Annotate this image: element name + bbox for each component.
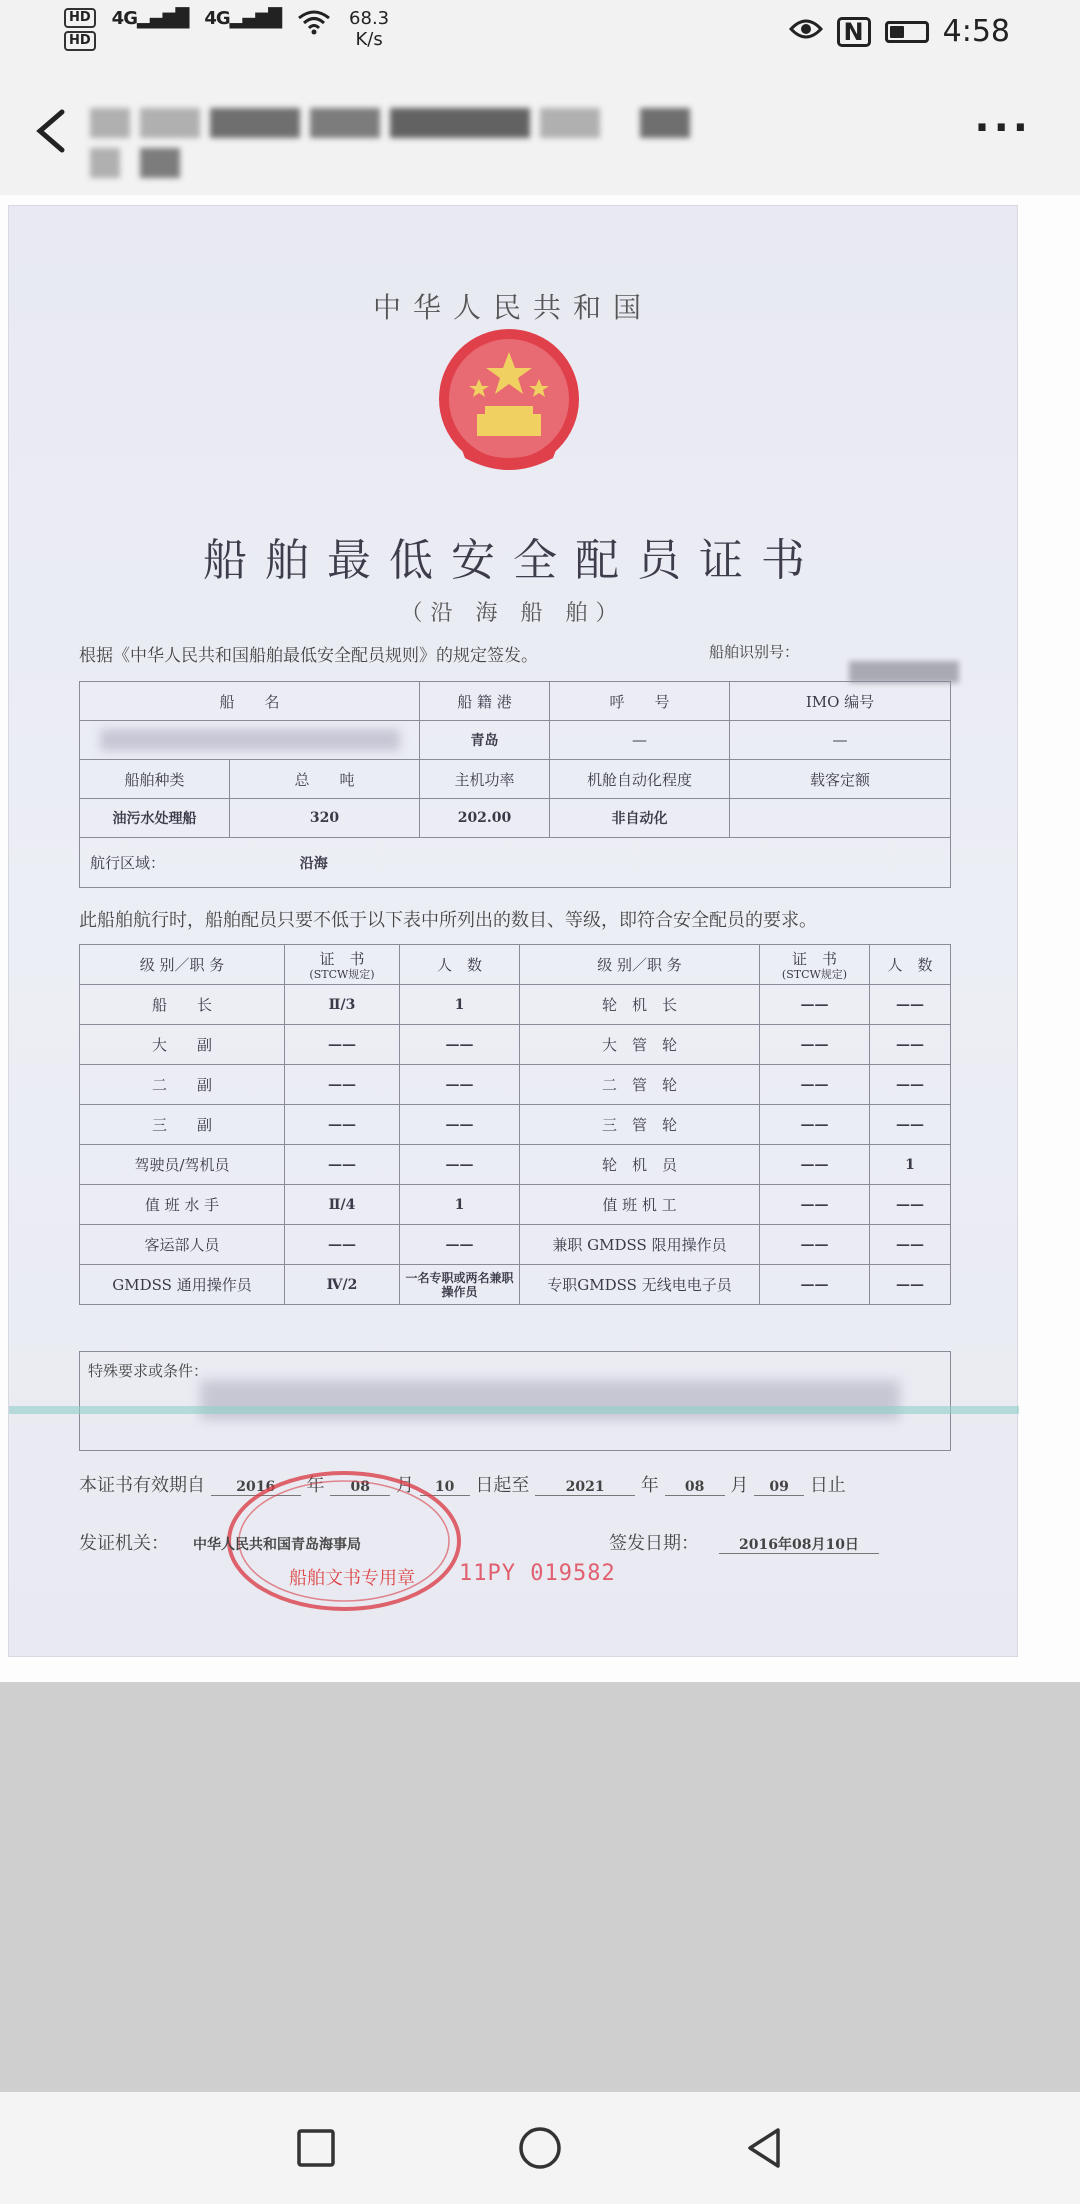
crew-cell-cert-2: —— (760, 1105, 870, 1145)
crew-row (80, 1025, 951, 1065)
crew-cell-cert: Ⅳ/2 (285, 1265, 400, 1305)
triangle-back-icon (738, 2122, 790, 2174)
state-name: 中华人民共和国 (372, 291, 653, 324)
crew-cell-cert-2: —— (760, 1185, 870, 1225)
engine-power-value: 202.00 (420, 799, 550, 838)
crew-row (80, 1225, 951, 1265)
blurred-title (80, 108, 720, 188)
cert-header-2 (760, 945, 870, 985)
status-right (789, 14, 1010, 49)
sailing-area-row (80, 838, 951, 888)
month-label-2: 月 (730, 1475, 749, 1496)
cert-header-label: 证 书 (319, 950, 365, 968)
month-label-1: 月 (395, 1475, 414, 1496)
rank-header: 级 别／职 务 (80, 945, 285, 985)
ship-name-value (80, 721, 420, 760)
speed-value: 68.3 (349, 8, 390, 29)
callsign-value: — (550, 721, 730, 760)
serial-number: 11PY 019582 (459, 1561, 616, 1586)
crew-cell-count-2: —— (870, 1105, 951, 1145)
start-month: 08 (330, 1479, 390, 1496)
network-speed (349, 8, 389, 50)
crew-row (80, 1185, 951, 1225)
crew-cell-cert-2: —— (760, 1265, 870, 1305)
system-nav-bar (0, 2092, 1080, 2204)
start-year: 2016 (211, 1479, 301, 1496)
crew-cell-count: 1 (400, 985, 520, 1025)
ship-name-header: 船 名 (80, 682, 420, 721)
crew-cell-rank-2: 专职GMDSS 无线电电子员 (520, 1265, 760, 1305)
crew-cell-cert: Ⅱ/4 (285, 1185, 400, 1225)
crew-row (80, 1265, 951, 1305)
crew-cell-count: —— (400, 1025, 520, 1065)
signal-label-1: 4G (111, 8, 137, 29)
crew-cell-rank: 客运部人员 (80, 1225, 285, 1265)
automation-value: 非自动化 (550, 799, 730, 838)
issuer-label: 发证机关： (79, 1533, 169, 1554)
crew-cell-rank: 驾驶员/驾机员 (80, 1145, 285, 1185)
cert-header (285, 945, 400, 985)
crew-cell-rank-2: 轮 机 员 (520, 1145, 760, 1185)
crew-row (80, 1145, 951, 1185)
basis-text: 根据《中华人民共和国船舶最低安全配员规则》的规定签发。 (79, 646, 538, 666)
rank-header-2: 级 别／职 务 (520, 945, 760, 985)
hd-badge-1: HD (64, 8, 96, 28)
start-day: 10 (420, 1479, 470, 1496)
crew-cell-rank-2: 值 班 机 工 (520, 1185, 760, 1225)
crew-cell-cert: —— (285, 1145, 400, 1185)
crew-cell-count-2: —— (870, 1065, 951, 1105)
back-nav-button[interactable] (738, 2122, 790, 2174)
end-year: 2021 (535, 1479, 635, 1496)
crew-cell-count: 1 (400, 1185, 520, 1225)
circle-icon (514, 2122, 566, 2174)
port-value: 青岛 (420, 721, 550, 760)
blurred-special-text (200, 1380, 900, 1420)
signal-icon-2: 4G▂▄▆█ (204, 8, 282, 29)
crew-cell-count: 一名专职或两名兼职操作员 (400, 1265, 520, 1305)
year-label-1: 年 (306, 1475, 325, 1496)
certificate-subtitle: （沿 海 船 舶） (400, 601, 626, 626)
crew-cell-count: —— (400, 1105, 520, 1145)
crew-cell-cert-2: —— (760, 1065, 870, 1105)
crew-cell-count: —— (400, 1065, 520, 1105)
crew-requirement-text: 此船舶航行时，船舶配员只要不低于以下表中所列出的数目、等级，即符合安全配员的要求。 (79, 910, 817, 931)
year-label-2: 年 (640, 1475, 659, 1496)
signal-icon-1: 4G▂▄▆█ (111, 8, 189, 29)
crew-cell-rank: 大 副 (80, 1025, 285, 1065)
issue-date-value: 2016年08月10日 (719, 1537, 879, 1554)
engine-power-header: 主机功率 (420, 760, 550, 799)
crew-cell-cert: Ⅱ/3 (285, 985, 400, 1025)
back-button[interactable] (32, 106, 72, 156)
special-requirements-box (79, 1351, 951, 1451)
callsign-header: 呼 号 (550, 682, 730, 721)
crew-cell-rank: GMDSS 通用操作员 (80, 1265, 285, 1305)
sailing-area-value: 沿海 (299, 856, 328, 872)
clock: 4:58 (942, 14, 1010, 49)
crew-cell-cert: —— (285, 1225, 400, 1265)
validity-line (79, 1471, 959, 1497)
crew-cell-count-2: —— (870, 1265, 951, 1305)
issue-date-label: 签发日期： (609, 1533, 699, 1554)
status-bar (0, 0, 1080, 68)
scan-artifact-line (9, 1406, 1019, 1414)
end-month: 08 (665, 1479, 725, 1496)
validity-mid: 日起至 (475, 1475, 530, 1496)
empty-viewer-area (0, 1682, 1080, 2092)
passenger-value (730, 799, 951, 838)
crew-cell-count: —— (400, 1225, 520, 1265)
ship-type-header: 船舶种类 (80, 760, 230, 799)
crew-cell-count-2: —— (870, 1185, 951, 1225)
crew-cell-count-2: —— (870, 1025, 951, 1065)
count-header-2: 人 数 (870, 945, 951, 985)
crew-cell-rank: 船 长 (80, 985, 285, 1025)
imo-header: IMO 编号 (730, 682, 951, 721)
crew-cell-rank-2: 轮 机 长 (520, 985, 760, 1025)
validity-prefix: 本证书有效期自 (79, 1475, 205, 1496)
crew-cell-cert-2: —— (760, 985, 870, 1025)
signal-label-2: 4G (204, 8, 230, 29)
app-nav-bar (0, 68, 1080, 195)
stcw-label: (STCW规定) (309, 968, 375, 981)
square-icon (290, 2122, 342, 2174)
crew-cell-cert: —— (285, 1105, 400, 1145)
national-emblem-icon (429, 324, 589, 484)
crew-cell-cert: —— (285, 1065, 400, 1105)
crew-table (79, 944, 951, 1305)
issuer-value: 中华人民共和国青岛海事局 (193, 1537, 361, 1553)
recents-button[interactable] (290, 2122, 342, 2174)
crew-row (80, 985, 951, 1025)
crew-cell-rank-2: 二 管 轮 (520, 1065, 760, 1105)
crew-cell-count: —— (400, 1145, 520, 1185)
certificate-image (8, 205, 1018, 1657)
ship-info-table (79, 681, 951, 888)
crew-row (80, 1105, 951, 1145)
back-arrow-icon (32, 106, 72, 156)
issuer-line (79, 1529, 361, 1555)
tonnage-header: 总 吨 (230, 760, 420, 799)
wifi-icon (297, 8, 331, 41)
crew-cell-count-2: 1 (870, 1145, 951, 1185)
crew-cell-cert-2: —— (760, 1025, 870, 1065)
count-header: 人 数 (400, 945, 520, 985)
ship-id-label: 船舶识别号： (709, 643, 800, 661)
crew-cell-rank-2: 兼职 GMDSS 限用操作员 (520, 1225, 760, 1265)
special-label: 特殊要求或条件： (88, 1362, 209, 1380)
blurred-ship-id (849, 661, 959, 683)
crew-cell-rank-2: 三 管 轮 (520, 1105, 760, 1145)
crew-cell-cert-2: —— (760, 1225, 870, 1265)
home-button[interactable] (514, 2122, 566, 2174)
crew-cell-cert: —— (285, 1025, 400, 1065)
automation-header: 机舱自动化程度 (550, 760, 730, 799)
tonnage-value: 320 (230, 799, 420, 838)
crew-cell-rank-2: 大 管 轮 (520, 1025, 760, 1065)
image-viewer (0, 195, 1080, 1682)
battery-fill (890, 26, 904, 38)
crew-cell-rank: 值 班 水 手 (80, 1185, 285, 1225)
status-left (64, 8, 389, 51)
battery-icon (885, 21, 929, 43)
ship-type-value: 油污水处理船 (80, 799, 230, 838)
crew-cell-cert-2: —— (760, 1145, 870, 1185)
stcw-label-2: (STCW规定) (781, 968, 848, 981)
crew-cell-rank: 三 副 (80, 1105, 285, 1145)
validity-suffix: 日止 (809, 1475, 846, 1496)
imo-value: — (730, 721, 951, 760)
end-day: 09 (754, 1479, 804, 1496)
certificate-title: 船舶最低安全配员证书 (203, 535, 823, 586)
cert-header-label-2: 证 书 (791, 950, 837, 968)
seal-text: 船舶文书专用章 (289, 1568, 415, 1589)
issue-date-line (609, 1529, 879, 1555)
crew-cell-count-2: —— (870, 1225, 951, 1265)
speed-unit: K/s (355, 29, 383, 50)
crew-cell-count-2: —— (870, 985, 951, 1025)
crew-row (80, 1065, 951, 1105)
crew-cell-rank: 二 副 (80, 1065, 285, 1105)
port-header: 船 籍 港 (420, 682, 550, 721)
more-options-button[interactable]: ··· (974, 105, 1032, 151)
eye-icon (789, 14, 823, 49)
hd-badge-2: HD (64, 31, 96, 51)
passenger-header: 载客定额 (730, 760, 951, 799)
sailing-area-label: 航行区域： (90, 854, 166, 872)
nfc-icon: N (837, 17, 871, 47)
